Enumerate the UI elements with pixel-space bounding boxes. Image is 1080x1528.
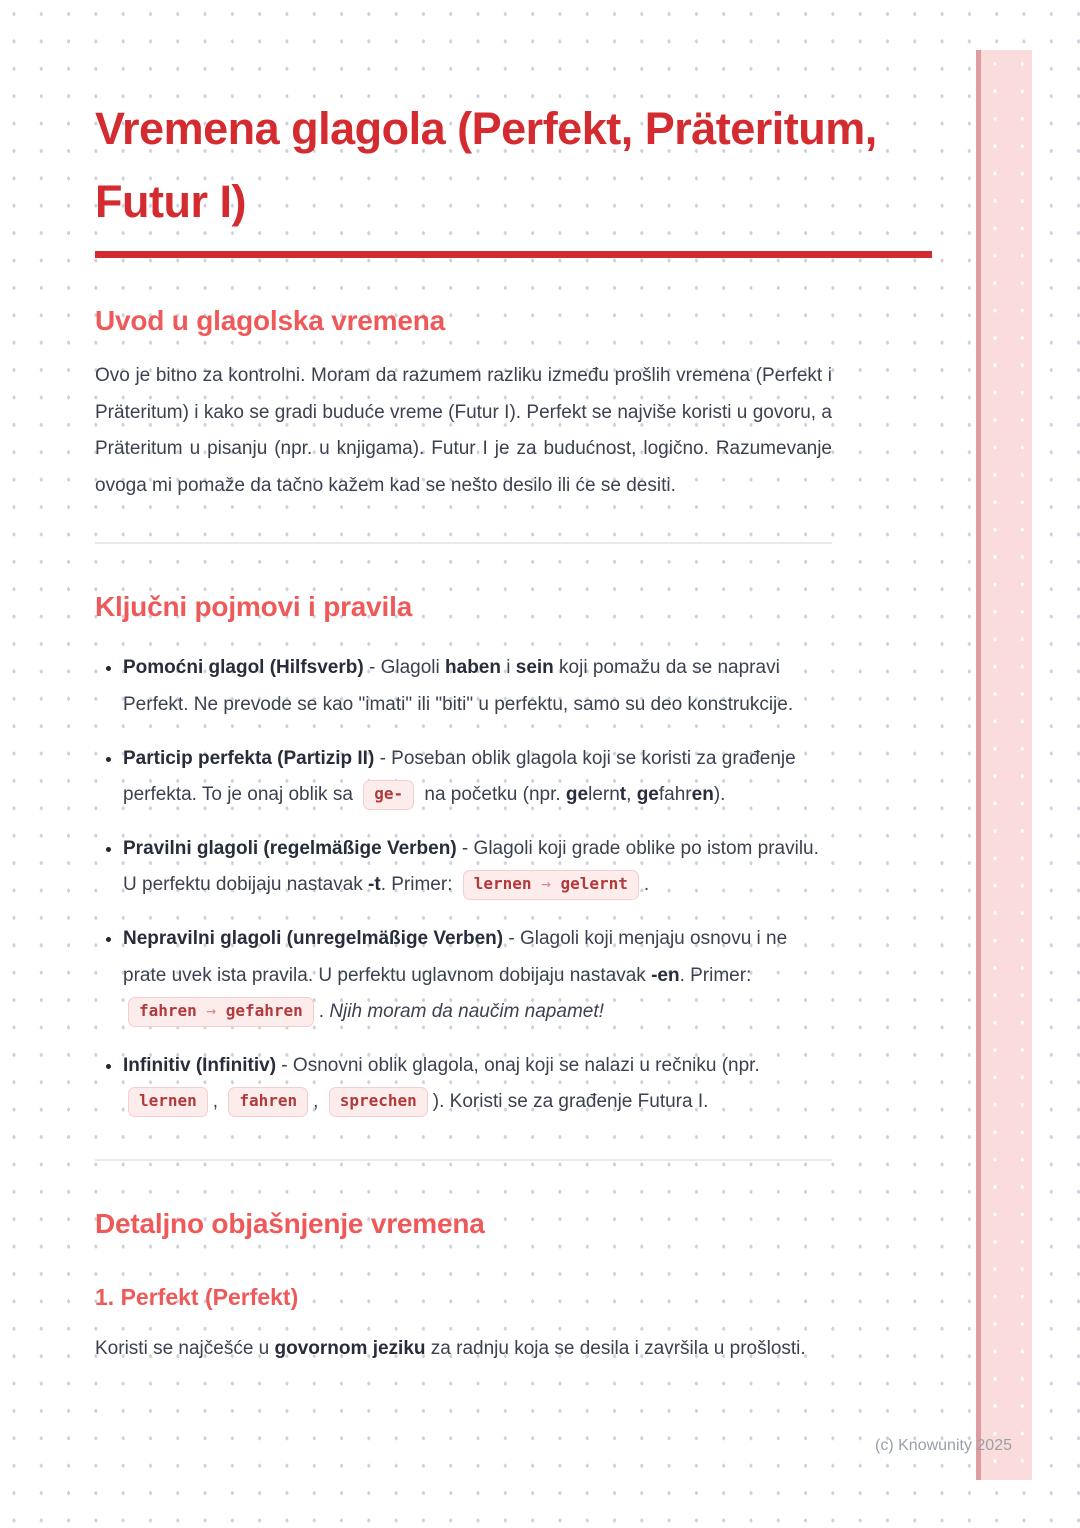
perfekt-paragraph: Koristi se najčešće u govornom jeziku za radnju koja se desila i završila u prošlosti.	[95, 1337, 806, 1359]
code-chip: lernen	[128, 1087, 208, 1117]
divider	[95, 542, 832, 544]
list-item: • Nepravilni glagoli (unregelmäßige Verben) - Glagoli koji menjaju osnovu i ne prate uvek ista pravila. U perfektu uglavnom dobijaju nastavak -en. Primer: fahren → gefahren . Njih moram da naučim napamet!	[123, 921, 835, 1031]
note-content	[95, 92, 932, 1368]
code-chip: fahren	[228, 1087, 308, 1117]
code-chip: lernen → gelernt	[463, 870, 639, 900]
key-concepts-list	[95, 650, 835, 1121]
copyright-note: (c) Knowunity 2025	[875, 1437, 1012, 1454]
page-title: Vremena glagola (Perfekt, Präteritum, Futur I)	[95, 103, 877, 227]
section-heading-concepts: Ključni pojmovi i pravila	[95, 591, 413, 623]
list-item: • Infinitiv (Infinitiv) - Osnovni oblik glagola, onaj koji se nalazi u rečniku (npr. lernen , fahren , sprechen ). Koristi se za građenje Futura I.	[123, 1048, 835, 1121]
code-chip: sprechen	[329, 1087, 428, 1117]
washi-tape-band	[976, 50, 1032, 1480]
code-chip: ge-	[363, 780, 414, 810]
code-chip: fahren → gefahren	[128, 997, 314, 1027]
section-heading-intro: Uvod u glagolska vremena	[95, 305, 445, 336]
subsection-heading-perfekt: 1. Perfekt (Perfekt)	[95, 1283, 299, 1310]
list-item: • Particip perfekta (Partizip II) - Poseban oblik glagola koji se koristi za građenje perfekta. To je onaj oblik sa ge- na početku (npr. gelernt, gefahren).	[123, 741, 835, 814]
intro-paragraph: Ovo je bitno za kontrolni. Moram da razumem razliku između prošlih vremena (Perfekt i Präteritum) i kako se gradi buduće vreme (Futur I). Perfekt se najviše koristi u govoru, a Präteritum u pisanju (npr. u knjigama). Futur I je za budućnost, logično. Razumevanje ovoga mi pomaže da tačno kažem kad se nešto desilo ili će se desiti.	[95, 365, 832, 496]
section-heading-details: Detaljno objašnjenje vremena	[95, 1207, 485, 1239]
title-underline	[95, 251, 932, 258]
arrow-icon: →	[531, 874, 561, 894]
arrow-icon: →	[196, 1001, 226, 1021]
divider	[95, 1159, 832, 1161]
list-item: • Pravilni glagoli (regelmäßige Verben) - Glagoli koji grade oblike po istom pravilu. U perfektu dobijaju nastavak -t. Primer: lernen → gelernt .	[123, 831, 835, 904]
list-item: • Pomoćni glagol (Hilfsverb) - Glagoli haben i sein koji pomažu da se napravi Perfekt. Ne prevode se kao "imati" ili "biti" u perfektu, samo su deo konstrukcije.	[123, 650, 835, 723]
